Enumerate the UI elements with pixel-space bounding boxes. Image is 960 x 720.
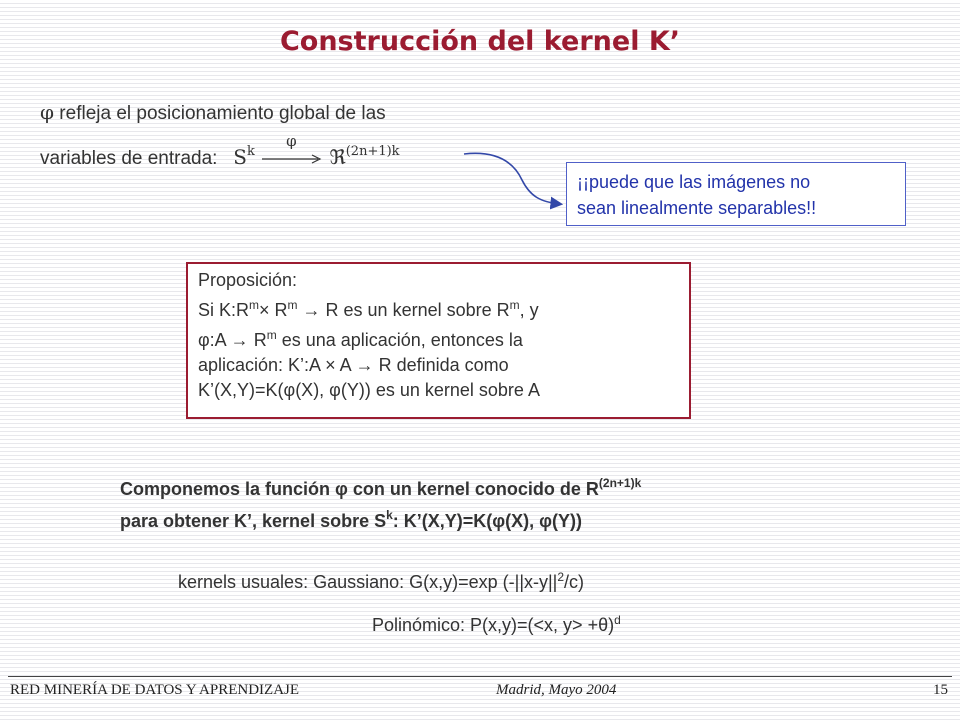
kernels-l2-a: Polinómico: P(x,y)=(<x, y> +θ) <box>372 615 615 635</box>
compose-l2-a: para obtener K’, kernel sobre S <box>120 511 387 531</box>
mapping-domain: S <box>233 145 247 169</box>
proposition-line-1 <box>198 293 679 323</box>
proposition-line-4: K’(X,Y)=K(φ(X), φ(Y)) es un kernel sobre A <box>198 380 540 400</box>
kernels-l1-sup: 2 <box>557 570 565 584</box>
prop-l1-c: → R es un kernel sobre R <box>297 300 510 320</box>
footer-org: RED MINERÍA DE DATOS Y APRENDIZAJE <box>10 682 300 698</box>
compose-l1-a: Componemos la función φ con un kernel conocido de R <box>120 479 599 499</box>
compose-line-2 <box>120 502 641 534</box>
prop-l1-b: × R <box>259 300 288 320</box>
proposition-heading: Proposición: <box>198 270 298 290</box>
mapping-domain-sup: k <box>247 144 255 159</box>
proposition-box <box>186 262 691 419</box>
kernels-gaussian-line <box>178 570 584 593</box>
note-box <box>566 162 906 226</box>
kernels-l2-sup: d <box>614 613 621 627</box>
compose-statement <box>120 470 641 534</box>
prop-l1-d: , y <box>519 300 539 320</box>
note-line-2: sean linealmente separables!! <box>577 198 817 218</box>
mapping-codomain-sup: (2n+1)k <box>345 144 400 159</box>
prop-l2-sup: m <box>266 328 277 342</box>
page-number: 15 <box>933 682 948 698</box>
proposition-line-3: aplicación: K’:A × A → R definida como <box>198 355 509 375</box>
slide-title: Construcción del kernel K’ <box>279 26 681 57</box>
footer-date: Madrid, Mayo 2004 <box>496 682 617 698</box>
prop-l1-sup2: m <box>287 298 298 312</box>
kernels-polynomial-line <box>372 613 621 636</box>
prop-l1-a: Si K:R <box>198 300 250 320</box>
phi-symbol: φ <box>40 100 55 124</box>
mapping-arrow <box>260 132 324 166</box>
footer-divider <box>8 676 952 677</box>
compose-line-1 <box>120 470 641 502</box>
prop-l1-sup1: m <box>249 298 260 312</box>
prop-l1-sup3: m <box>509 298 520 312</box>
callout-arrow <box>460 150 570 210</box>
mapping-line <box>40 132 400 170</box>
prop-l2-a: φ:A → R <box>198 330 267 350</box>
intro-line-1: refleja el posicionamiento global de las <box>59 103 386 124</box>
note-line-1: ¡¡puede que las imágenes no <box>577 172 811 192</box>
compose-l1-sup: (2n+1)k <box>598 476 642 490</box>
compose-l2-b: : K’(X,Y)=K(φ(X), φ(Y)) <box>392 511 583 531</box>
kernels-l1-a: kernels usuales: Gaussiano: G(x,y)=exp (-||x-y|| <box>178 572 558 592</box>
kernels-l1-b: /c) <box>564 572 585 592</box>
proposition-line-2 <box>198 323 679 353</box>
intro-line-2: variables de entrada: <box>40 148 218 169</box>
compose-l2-sup: k <box>386 508 393 522</box>
phi-description <box>40 100 386 125</box>
arrow-label: φ <box>286 132 297 150</box>
prop-l2-b: es una aplicación, entonces la <box>276 330 523 350</box>
mapping-codomain: ℜ <box>329 145 346 169</box>
arrow-icon <box>260 146 324 166</box>
